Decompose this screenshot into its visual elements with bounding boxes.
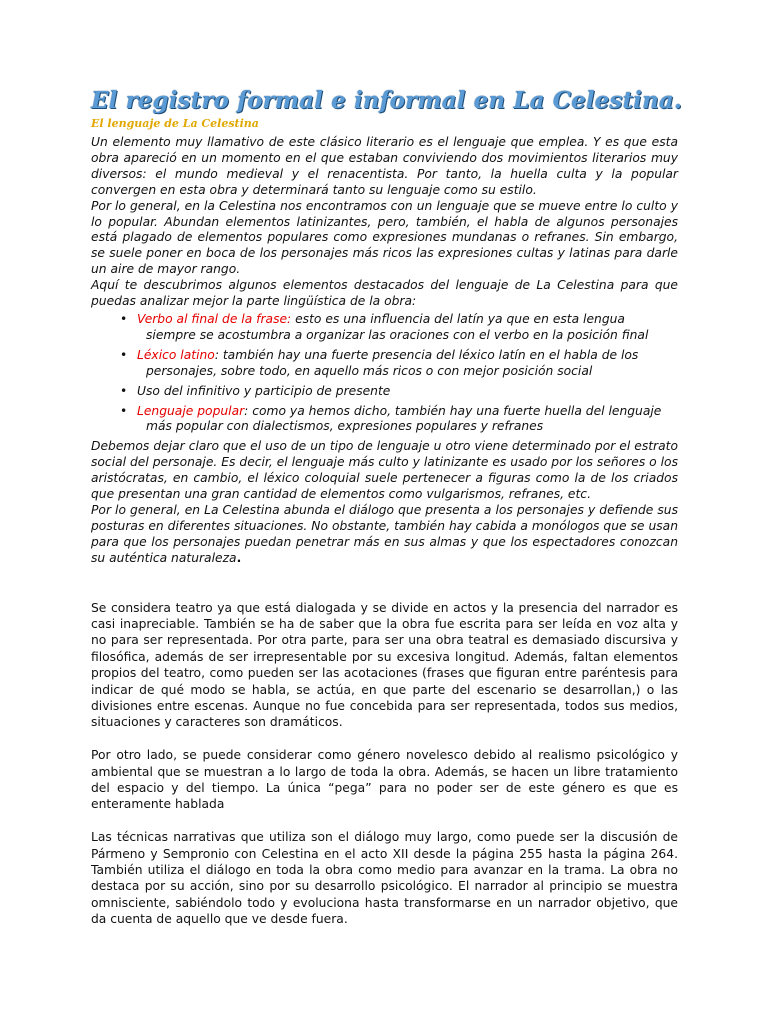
language-features-list [91, 312, 678, 435]
body-paragraph-3: Las técnicas narrativas que utiliza son el diálogo muy largo, como puede ser la discusión de Pármeno y Sempronio con Celestina en el acto XII desde la página 255 hasta la página 264. También utiliza el diálogo en toda la obra como medio para avanzar en la trama. La obra no destaca por su acción, sino por su desarrollo psicológico. El narrador al principio se muestra omnisciente, sabiéndolo todo y evoluciona hasta transformarse en un narrador objetivo, que da cuenta de aquello que ve desde fuera. [91, 830, 678, 927]
list-item [120, 347, 678, 380]
list-item [120, 403, 678, 436]
list-item-continuation: más popular con dialectismos, expresiones populares y refranes [146, 419, 544, 434]
list-item-text: : también hay una fuerte presencia del léxico latín en el habla de los [214, 347, 639, 362]
bullet-icon: • [120, 311, 128, 326]
intro-paragraph-3: Aquí te descubrimos algunos elementos destacados del lenguaje de La Celestina para que puedas analizar mejor la parte lingüística de la obra: [91, 278, 678, 309]
list-item-text: esto es una influencia del latín ya que en esta lengua [291, 311, 625, 326]
after-list-paragraph-2 [91, 503, 678, 567]
bullet-icon: • [120, 403, 128, 418]
list-item-label: Lenguaje popular [137, 403, 245, 418]
list-item-text: : como ya hemos dicho, también hay una fuerte huella del lenguaje [244, 403, 662, 418]
body-paragraph-2: Por otro lado, se puede considerar como género novelesco debido al realismo psicológico y ambiental que se muestran a lo largo de toda la obra. Además, se hacen un libre tratamiento del espacio y del tiempo. La única “pega” para no poder ser de este género es que es enteramente hablada [91, 748, 678, 812]
bullet-icon: • [120, 383, 128, 398]
intro-paragraph-1: Un elemento muy llamativo de este clásico literario es el lenguaje que emplea. Y es que esta obra apareció en un momento en el que estaban conviviendo dos movimientos literarios muy diversos: el mundo medieval y el renacentista. Por tanto, la huella culta y la popular convergen en esta obra y determinará tanto su lenguaje como su estilo. [91, 135, 678, 197]
italic-section [91, 135, 678, 567]
intro-paragraph-2: Por lo general, en la Celestina nos encontramos con un lenguaje que se mueve entre lo culto y lo popular. Abundan elementos latinizantes, pero, también, el habla de algunos personajes está plagado de elementos populares como expresiones mundanas o refranes. Sin embargo, se suele poner en boca de los personajes más ricos las expresiones cultas y latinas para darle un aire de mayor rango. [91, 198, 678, 277]
document-title: El registro formal e informal en La Celestina. [91, 87, 682, 114]
document-subtitle: El lenguaje de La Celestina [91, 117, 259, 130]
list-item [120, 311, 678, 344]
after-list-paragraph-2-text: Por lo general, en La Celestina abunda el diálogo que presenta a los personajes y defiende sus posturas en diferentes situaciones. No obstante, también hay cabida a monólogos que se usan para que los personajes puedan penetrar más en sus almas y que los espectadores conozcan su auténtica naturaleza [91, 502, 678, 565]
body-paragraph-1: Se considera teatro ya que está dialogada y se divide en actos y la presencia del narrador es casi inapreciable. También se ha de saber que la obra fue escrita para ser leída en voz alta y no para ser representada. Por otra parte, para ser una obra teatral es demasiado discursiva y filosófica, además de ser irrepresentable por su excesiva longitud. Además, faltan elementos propios del teatro, como pueden ser las acotaciones (frases que figuran entre paréntesis para indicar de qué modo se habla, se actúa, en que parte del escenario se desarrollan,) o las divisiones entre escenas. Aunque no fue concebida para ser representada, todos sus medios, situaciones y caracteres son dramáticos. [91, 600, 678, 730]
document-page [91, 86, 682, 944]
list-item-label: Verbo al final de la frase: [137, 311, 292, 326]
list-item-label: Léxico latino [137, 347, 215, 362]
analysis-section [91, 600, 678, 928]
list-item-continuation: siempre se acostumbra a organizar las oraciones con el verbo en la posición final [146, 327, 649, 342]
list-item [120, 383, 678, 400]
list-item-text: Uso del infinitivo y participio de presente [137, 383, 391, 398]
final-period: . [236, 550, 242, 565]
bullet-icon: • [120, 347, 128, 362]
after-list-paragraph-1: Debemos dejar claro que el uso de un tipo de lenguaje u otro viene determinado por el estrato social del personaje. Es decir, el lenguaje más culto y latinizante es usado por los señores o los aristócratas, en cambio, el léxico coloquial suele pertenecer a figuras como la de los criados que presentan una gran cantidad de elementos como vulgarismos, refranes, etc. [91, 439, 678, 502]
list-item-continuation: personajes, sobre todo, en aquello más ricos o con mejor posición social [146, 363, 593, 378]
